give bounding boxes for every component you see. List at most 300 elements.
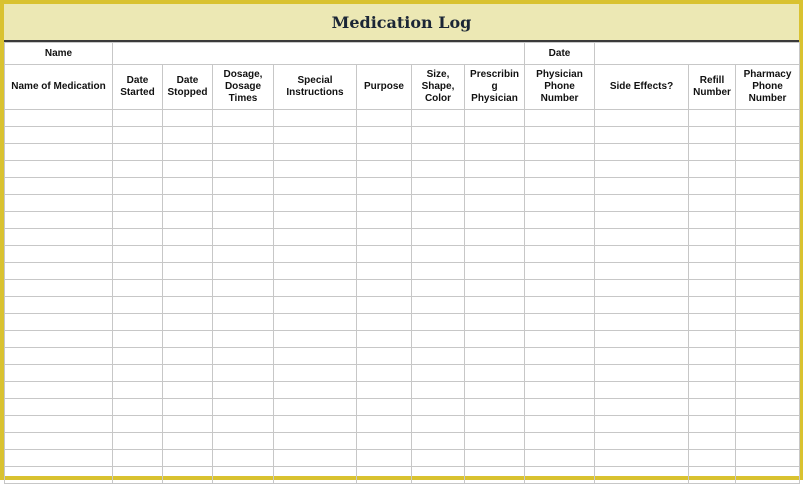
table-cell[interactable] bbox=[113, 110, 163, 127]
table-cell[interactable] bbox=[113, 195, 163, 212]
table-cell[interactable] bbox=[213, 467, 274, 484]
table-cell[interactable] bbox=[465, 127, 525, 144]
table-cell[interactable] bbox=[274, 314, 357, 331]
table-cell[interactable] bbox=[736, 195, 800, 212]
table-cell[interactable] bbox=[163, 450, 213, 467]
table-cell[interactable] bbox=[689, 365, 736, 382]
table-cell[interactable] bbox=[689, 433, 736, 450]
table-cell[interactable] bbox=[274, 416, 357, 433]
table-cell[interactable] bbox=[736, 263, 800, 280]
table-cell[interactable] bbox=[689, 127, 736, 144]
table-cell[interactable] bbox=[5, 127, 113, 144]
table-cell[interactable] bbox=[412, 195, 465, 212]
table-cell[interactable] bbox=[595, 110, 689, 127]
table-cell[interactable] bbox=[163, 297, 213, 314]
column-header: Physician Phone Number bbox=[525, 65, 595, 110]
table-cell[interactable] bbox=[213, 433, 274, 450]
table-cell[interactable] bbox=[163, 246, 213, 263]
page-title: Medication Log bbox=[331, 12, 472, 32]
table-cell[interactable] bbox=[213, 416, 274, 433]
table-cell[interactable] bbox=[465, 229, 525, 246]
table-cell[interactable] bbox=[525, 229, 595, 246]
table-row bbox=[5, 212, 800, 229]
table-cell[interactable] bbox=[5, 331, 113, 348]
table-cell[interactable] bbox=[5, 144, 113, 161]
table-row bbox=[5, 297, 800, 314]
table-cell[interactable] bbox=[213, 365, 274, 382]
table-cell[interactable] bbox=[163, 331, 213, 348]
table-cell[interactable] bbox=[213, 144, 274, 161]
table-cell[interactable] bbox=[274, 297, 357, 314]
table-cell[interactable] bbox=[465, 297, 525, 314]
table-row bbox=[5, 195, 800, 212]
table-cell[interactable] bbox=[213, 297, 274, 314]
column-header-row bbox=[5, 65, 800, 110]
table-cell[interactable] bbox=[736, 348, 800, 365]
table-cell[interactable] bbox=[412, 161, 465, 178]
table-cell[interactable] bbox=[595, 399, 689, 416]
table-cell[interactable] bbox=[5, 450, 113, 467]
table-cell[interactable] bbox=[465, 110, 525, 127]
table-cell[interactable] bbox=[525, 450, 595, 467]
table-cell[interactable] bbox=[525, 127, 595, 144]
table-row bbox=[5, 365, 800, 382]
table-row bbox=[5, 314, 800, 331]
column-header: Purpose bbox=[357, 65, 412, 110]
column-header: Name of Medication bbox=[5, 65, 113, 110]
table-cell[interactable] bbox=[357, 127, 412, 144]
table-cell[interactable] bbox=[465, 280, 525, 297]
table-cell[interactable] bbox=[595, 263, 689, 280]
table-cell[interactable] bbox=[736, 297, 800, 314]
table-cell[interactable] bbox=[357, 161, 412, 178]
table-cell[interactable] bbox=[163, 365, 213, 382]
table-cell[interactable] bbox=[213, 246, 274, 263]
name-field[interactable] bbox=[113, 43, 525, 65]
table-cell[interactable] bbox=[689, 416, 736, 433]
table-cell[interactable] bbox=[465, 314, 525, 331]
table-cell[interactable] bbox=[595, 144, 689, 161]
table-cell[interactable] bbox=[274, 450, 357, 467]
table-cell[interactable] bbox=[525, 110, 595, 127]
table-cell[interactable] bbox=[465, 450, 525, 467]
table-cell[interactable] bbox=[5, 161, 113, 178]
table-cell[interactable] bbox=[357, 433, 412, 450]
table-cell[interactable] bbox=[113, 365, 163, 382]
table-cell[interactable] bbox=[274, 280, 357, 297]
table-cell[interactable] bbox=[213, 110, 274, 127]
table-cell[interactable] bbox=[113, 178, 163, 195]
table-cell[interactable] bbox=[113, 399, 163, 416]
column-header: Size, Shape, Color bbox=[412, 65, 465, 110]
table-cell[interactable] bbox=[595, 212, 689, 229]
table-cell[interactable] bbox=[357, 212, 412, 229]
table-cell[interactable] bbox=[357, 229, 412, 246]
table-cell[interactable] bbox=[213, 399, 274, 416]
table-cell[interactable] bbox=[213, 161, 274, 178]
table-cell[interactable] bbox=[5, 212, 113, 229]
table-cell[interactable] bbox=[595, 178, 689, 195]
table-cell[interactable] bbox=[595, 416, 689, 433]
table-cell[interactable] bbox=[163, 314, 213, 331]
table-cell[interactable] bbox=[465, 382, 525, 399]
table-cell[interactable] bbox=[5, 229, 113, 246]
table-cell[interactable] bbox=[465, 212, 525, 229]
table-cell[interactable] bbox=[5, 399, 113, 416]
table-cell[interactable] bbox=[465, 416, 525, 433]
table-cell[interactable] bbox=[357, 280, 412, 297]
table-cell[interactable] bbox=[163, 212, 213, 229]
table-cell[interactable] bbox=[465, 161, 525, 178]
table-cell[interactable] bbox=[689, 263, 736, 280]
table-cell[interactable] bbox=[595, 467, 689, 484]
table-cell[interactable] bbox=[5, 246, 113, 263]
table-cell[interactable] bbox=[689, 297, 736, 314]
table-cell[interactable] bbox=[213, 280, 274, 297]
table-cell[interactable] bbox=[689, 450, 736, 467]
table-cell[interactable] bbox=[357, 416, 412, 433]
table-cell[interactable] bbox=[465, 246, 525, 263]
table-row bbox=[5, 127, 800, 144]
table-cell[interactable] bbox=[736, 229, 800, 246]
table-cell[interactable] bbox=[595, 450, 689, 467]
table-cell[interactable] bbox=[113, 246, 163, 263]
table-cell[interactable] bbox=[736, 161, 800, 178]
date-field[interactable] bbox=[595, 43, 800, 65]
table-cell[interactable] bbox=[525, 280, 595, 297]
table-cell[interactable] bbox=[357, 178, 412, 195]
table-cell[interactable] bbox=[736, 314, 800, 331]
table-cell[interactable] bbox=[5, 263, 113, 280]
table-cell[interactable] bbox=[736, 433, 800, 450]
table-cell[interactable] bbox=[525, 331, 595, 348]
table-cell[interactable] bbox=[465, 348, 525, 365]
table-cell[interactable] bbox=[213, 195, 274, 212]
table-cell[interactable] bbox=[274, 433, 357, 450]
table-cell[interactable] bbox=[736, 331, 800, 348]
table-cell[interactable] bbox=[5, 110, 113, 127]
table-cell[interactable] bbox=[595, 382, 689, 399]
table-cell[interactable] bbox=[357, 348, 412, 365]
table-row bbox=[5, 263, 800, 280]
table-cell[interactable] bbox=[525, 195, 595, 212]
table-cell[interactable] bbox=[525, 365, 595, 382]
column-header: Special Instructions bbox=[274, 65, 357, 110]
table-cell[interactable] bbox=[163, 110, 213, 127]
table-cell[interactable] bbox=[5, 280, 113, 297]
table-cell[interactable] bbox=[5, 433, 113, 450]
table-cell[interactable] bbox=[163, 195, 213, 212]
table-cell[interactable] bbox=[465, 263, 525, 280]
table-cell[interactable] bbox=[113, 161, 163, 178]
table-cell[interactable] bbox=[213, 382, 274, 399]
table-cell[interactable] bbox=[5, 416, 113, 433]
name-label: Name bbox=[5, 43, 113, 65]
table-cell[interactable] bbox=[525, 416, 595, 433]
table-cell[interactable] bbox=[689, 144, 736, 161]
table-cell[interactable] bbox=[412, 178, 465, 195]
table-cell[interactable] bbox=[689, 110, 736, 127]
table-cell[interactable] bbox=[163, 178, 213, 195]
table-cell[interactable] bbox=[113, 450, 163, 467]
table-cell[interactable] bbox=[689, 178, 736, 195]
table-cell[interactable] bbox=[736, 246, 800, 263]
table-cell[interactable] bbox=[525, 178, 595, 195]
table-cell[interactable] bbox=[113, 467, 163, 484]
header-fields-row bbox=[5, 43, 800, 65]
table-cell[interactable] bbox=[525, 467, 595, 484]
table-cell[interactable] bbox=[357, 365, 412, 382]
title-bar bbox=[4, 4, 799, 42]
table-cell[interactable] bbox=[357, 331, 412, 348]
table-cell[interactable] bbox=[595, 280, 689, 297]
table-cell[interactable] bbox=[357, 110, 412, 127]
table-cell[interactable] bbox=[412, 110, 465, 127]
table-cell[interactable] bbox=[274, 331, 357, 348]
table-cell[interactable] bbox=[274, 348, 357, 365]
table-row bbox=[5, 450, 800, 467]
table-cell[interactable] bbox=[113, 416, 163, 433]
date-label: Date bbox=[525, 43, 595, 65]
table-cell[interactable] bbox=[412, 263, 465, 280]
table-cell[interactable] bbox=[465, 178, 525, 195]
table-cell[interactable] bbox=[274, 110, 357, 127]
table-cell[interactable] bbox=[213, 450, 274, 467]
table-cell[interactable] bbox=[113, 348, 163, 365]
table-cell[interactable] bbox=[213, 263, 274, 280]
table-cell[interactable] bbox=[113, 331, 163, 348]
table-cell[interactable] bbox=[113, 229, 163, 246]
table-row bbox=[5, 331, 800, 348]
column-header: Refill Number bbox=[689, 65, 736, 110]
table-cell[interactable] bbox=[213, 314, 274, 331]
table-cell[interactable] bbox=[525, 314, 595, 331]
table-cell[interactable] bbox=[5, 314, 113, 331]
table-cell[interactable] bbox=[412, 144, 465, 161]
table-cell[interactable] bbox=[525, 161, 595, 178]
table-row bbox=[5, 229, 800, 246]
table-cell[interactable] bbox=[736, 416, 800, 433]
table-cell[interactable] bbox=[412, 450, 465, 467]
table-cell[interactable] bbox=[525, 399, 595, 416]
table-cell[interactable] bbox=[274, 246, 357, 263]
table-cell[interactable] bbox=[736, 280, 800, 297]
table-cell[interactable] bbox=[465, 195, 525, 212]
table-row bbox=[5, 467, 800, 484]
table-cell[interactable] bbox=[357, 399, 412, 416]
table-cell[interactable] bbox=[736, 144, 800, 161]
table-cell[interactable] bbox=[465, 399, 525, 416]
table-cell[interactable] bbox=[357, 467, 412, 484]
table-cell[interactable] bbox=[595, 195, 689, 212]
table-cell[interactable] bbox=[5, 348, 113, 365]
table-cell[interactable] bbox=[412, 331, 465, 348]
table-cell[interactable] bbox=[5, 297, 113, 314]
column-header: Date Stopped bbox=[163, 65, 213, 110]
table-cell[interactable] bbox=[357, 382, 412, 399]
table-cell[interactable] bbox=[595, 246, 689, 263]
table-cell[interactable] bbox=[595, 331, 689, 348]
table-cell[interactable] bbox=[465, 433, 525, 450]
table-cell[interactable] bbox=[689, 467, 736, 484]
table-cell[interactable] bbox=[689, 246, 736, 263]
table-cell[interactable] bbox=[465, 331, 525, 348]
table-cell[interactable] bbox=[412, 382, 465, 399]
table-cell[interactable] bbox=[5, 195, 113, 212]
table-cell[interactable] bbox=[5, 467, 113, 484]
table-cell[interactable] bbox=[213, 212, 274, 229]
table-cell[interactable] bbox=[736, 467, 800, 484]
table-cell[interactable] bbox=[525, 433, 595, 450]
table-cell[interactable] bbox=[412, 246, 465, 263]
table-cell[interactable] bbox=[689, 280, 736, 297]
table-cell[interactable] bbox=[595, 348, 689, 365]
table-cell[interactable] bbox=[525, 297, 595, 314]
table-cell[interactable] bbox=[412, 212, 465, 229]
table-cell[interactable] bbox=[113, 263, 163, 280]
table-cell[interactable] bbox=[163, 416, 213, 433]
column-header: Pharmacy Phone Number bbox=[736, 65, 800, 110]
table-cell[interactable] bbox=[113, 314, 163, 331]
table-cell[interactable] bbox=[113, 212, 163, 229]
table-cell[interactable] bbox=[736, 450, 800, 467]
table-cell[interactable] bbox=[595, 314, 689, 331]
table-cell[interactable] bbox=[525, 246, 595, 263]
table-cell[interactable] bbox=[213, 331, 274, 348]
table-cell[interactable] bbox=[595, 229, 689, 246]
table-cell[interactable] bbox=[689, 382, 736, 399]
table-cell[interactable] bbox=[357, 314, 412, 331]
table-cell[interactable] bbox=[412, 280, 465, 297]
table-cell[interactable] bbox=[163, 433, 213, 450]
table-cell[interactable] bbox=[274, 212, 357, 229]
table-cell[interactable] bbox=[412, 365, 465, 382]
table-cell[interactable] bbox=[412, 297, 465, 314]
table-cell[interactable] bbox=[595, 127, 689, 144]
table-cell[interactable] bbox=[274, 144, 357, 161]
table-cell[interactable] bbox=[113, 297, 163, 314]
table-cell[interactable] bbox=[163, 229, 213, 246]
table-cell[interactable] bbox=[163, 144, 213, 161]
table-cell[interactable] bbox=[689, 314, 736, 331]
table-cell[interactable] bbox=[163, 280, 213, 297]
table-cell[interactable] bbox=[163, 263, 213, 280]
table-cell[interactable] bbox=[736, 127, 800, 144]
table-cell[interactable] bbox=[274, 161, 357, 178]
table-cell[interactable] bbox=[689, 161, 736, 178]
table-cell[interactable] bbox=[736, 110, 800, 127]
table-cell[interactable] bbox=[689, 399, 736, 416]
table-cell[interactable] bbox=[736, 382, 800, 399]
table-cell[interactable] bbox=[525, 382, 595, 399]
table-cell[interactable] bbox=[525, 144, 595, 161]
table-cell[interactable] bbox=[465, 144, 525, 161]
table-cell[interactable] bbox=[689, 331, 736, 348]
table-cell[interactable] bbox=[5, 382, 113, 399]
table-cell[interactable] bbox=[736, 212, 800, 229]
table-cell[interactable] bbox=[113, 144, 163, 161]
table-cell[interactable] bbox=[163, 467, 213, 484]
table-row bbox=[5, 348, 800, 365]
table-cell[interactable] bbox=[5, 178, 113, 195]
table-row bbox=[5, 178, 800, 195]
table-cell[interactable] bbox=[595, 161, 689, 178]
table-cell[interactable] bbox=[163, 348, 213, 365]
table-cell[interactable] bbox=[357, 195, 412, 212]
table-cell[interactable] bbox=[163, 127, 213, 144]
table-cell[interactable] bbox=[736, 399, 800, 416]
table-cell[interactable] bbox=[274, 127, 357, 144]
table-cell[interactable] bbox=[595, 433, 689, 450]
table-cell[interactable] bbox=[113, 382, 163, 399]
table-cell[interactable] bbox=[274, 195, 357, 212]
table-cell[interactable] bbox=[595, 297, 689, 314]
table-cell[interactable] bbox=[274, 382, 357, 399]
table-cell[interactable] bbox=[412, 314, 465, 331]
table-cell[interactable] bbox=[689, 229, 736, 246]
table-cell[interactable] bbox=[736, 365, 800, 382]
table-cell[interactable] bbox=[213, 127, 274, 144]
table-cell[interactable] bbox=[595, 365, 689, 382]
table-cell[interactable] bbox=[412, 416, 465, 433]
table-cell[interactable] bbox=[113, 280, 163, 297]
table-cell[interactable] bbox=[525, 212, 595, 229]
table-cell[interactable] bbox=[213, 178, 274, 195]
table-cell[interactable] bbox=[274, 178, 357, 195]
table-cell[interactable] bbox=[412, 399, 465, 416]
table-cell[interactable] bbox=[357, 450, 412, 467]
table-cell[interactable] bbox=[412, 433, 465, 450]
table-cell[interactable] bbox=[213, 348, 274, 365]
table-cell[interactable] bbox=[274, 365, 357, 382]
table-cell[interactable] bbox=[689, 212, 736, 229]
table-cell[interactable] bbox=[357, 263, 412, 280]
table-cell[interactable] bbox=[412, 348, 465, 365]
table-cell[interactable] bbox=[113, 127, 163, 144]
table-cell[interactable] bbox=[274, 467, 357, 484]
table-row bbox=[5, 416, 800, 433]
column-header: Dosage, Dosage Times bbox=[213, 65, 274, 110]
table-row bbox=[5, 399, 800, 416]
table-cell[interactable] bbox=[465, 467, 525, 484]
table-cell[interactable] bbox=[525, 263, 595, 280]
table-cell[interactable] bbox=[412, 127, 465, 144]
table-cell[interactable] bbox=[357, 144, 412, 161]
table-cell[interactable] bbox=[357, 297, 412, 314]
table-cell[interactable] bbox=[213, 229, 274, 246]
table-cell[interactable] bbox=[274, 263, 357, 280]
table-row bbox=[5, 280, 800, 297]
table-cell[interactable] bbox=[465, 365, 525, 382]
table-cell[interactable] bbox=[412, 229, 465, 246]
table-cell[interactable] bbox=[357, 246, 412, 263]
table-cell[interactable] bbox=[736, 178, 800, 195]
table-cell[interactable] bbox=[274, 399, 357, 416]
table-cell[interactable] bbox=[274, 229, 357, 246]
table-cell[interactable] bbox=[163, 399, 213, 416]
table-cell[interactable] bbox=[525, 348, 595, 365]
table-row bbox=[5, 110, 800, 127]
table-cell[interactable] bbox=[163, 161, 213, 178]
table-cell[interactable] bbox=[113, 433, 163, 450]
table-cell[interactable] bbox=[5, 365, 113, 382]
table-cell[interactable] bbox=[163, 382, 213, 399]
table-cell[interactable] bbox=[412, 467, 465, 484]
medication-log-table bbox=[4, 42, 800, 484]
table-row bbox=[5, 246, 800, 263]
table-cell[interactable] bbox=[689, 195, 736, 212]
table-cell[interactable] bbox=[689, 348, 736, 365]
